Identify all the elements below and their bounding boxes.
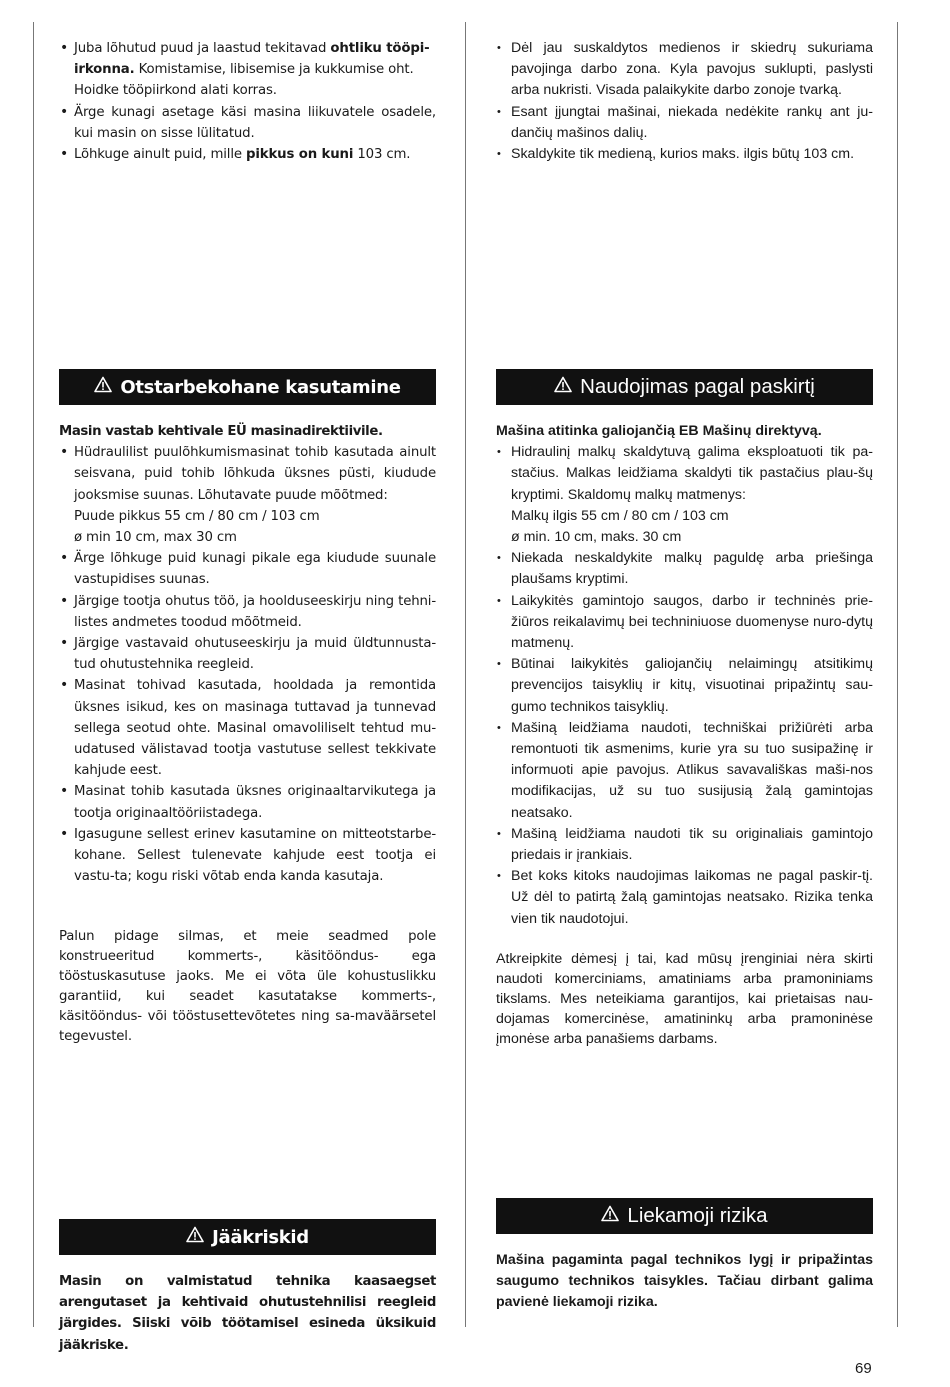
list-item: • Hidraulinį malkų skaldytuvą galima eksploatuoti tik pa-stačius. Malkas leidžiama skaldyti tik pastačius plau-šų kryptimi. Skaldomų malkų matmenys: Malkų ilgis 55 cm / 80 cm / 103 cm ø min. 10 cm, maks. 30 cm — [496, 442, 873, 548]
center-divider-line — [465, 22, 466, 1327]
list-item: • Järgige tootja ohutus töö, ja hoolduseeskirju ning tehni-listes andmetes toodud mõõtmeid. — [59, 591, 436, 633]
residual-risk-body-lt: Mašina pagaminta pagal technikos lygį ir pripažintas saugumo technikos taisykles. Tačiau dirbant galima pavienė liekamoji rizika. — [496, 1252, 873, 1311]
list-item: • Hüdraulilist puulõhkumismasinat tohib kasutada ainult seisvana, puid tohib lõhkuda üksnes püsti, kiudude jooksmise suunas. Lõhutavate puude mõõtmed: Puude pikkus 55 cm / 80 cm / 103 cm ø min 10 cm, max 30 cm — [59, 442, 436, 548]
section-header-intended-use-et — [59, 369, 436, 405]
list-item: • Lõhkuge ainult puid, mille pikkus on kuni 103 cm. — [59, 144, 436, 165]
list-item: • Igasugune sellest erinev kasutamine on mitteotstarbe-kohane. Sellest tulenevate kahjude eest tootja ei vastu-ta; kogu riski võtab enda kanda kasutaja. — [59, 824, 436, 888]
left-top-list — [59, 38, 436, 165]
section-title: Naudojimas pagal paskirtį — [580, 375, 815, 398]
list-item: • Niekada neskaldykite malkų paguldę arba priešinga plaušams kryptimi. — [496, 548, 873, 590]
section-header-intended-use-lt — [496, 369, 873, 405]
list-item: • Laikykitės gamintojo saugos, darbo ir techninės prie-žiūros reikalavimų bei techniniuose duomenyse nuro-dytų matmenų. — [496, 591, 873, 655]
directive-statement: Mašina atitinka galiojančią EB Mašinų direktyvą. — [496, 423, 822, 439]
section-title: Jääkriskid — [212, 1226, 309, 1248]
list-item: • Mašiną leidžiama naudoti tik su originaliais gamintojo priedais ir įrankiais. — [496, 824, 873, 866]
right-top-list — [496, 38, 873, 165]
list-item: • Skaldykite tik medieną, kurios maks. ilgis būtų 103 cm. — [496, 144, 873, 165]
list-item: • Masinat tohivad kasutada, hooldada ja remontida üksnes isikud, kes on masinaga tuttavad ja tunnevad sellega seotud ohte. Masinal omavoliliselt tehtud mu-udatused välistavad tootja vastutuse sellest tekkivate kahjude eest. — [59, 675, 436, 781]
right-margin-line — [897, 22, 898, 1327]
list-item: • Masinat tohib kasutada üksnes originaaltarvikutega ja tootja originaaltööriistadega. — [59, 781, 436, 823]
commercial-use-note-et: Palun pidage silmas, et meie seadmed pole konstrueeritud kommerts-, käsitööndus- ega tööstuskasutuse jaoks. Me ei võta üle kohustuslikku garantiid, kui seadet kasutatakse kommerts-, käsitööndus- või tööstusettevõtetes ning sa-maväärsetel tegevustel. — [59, 929, 436, 1044]
section-title: Liekamoji rizika — [627, 1204, 768, 1227]
residual-risk-body-et: Masin on valmistatud tehnika kaasaegset arengutaset ja kehtivaid ohutustehnilisi reegleid järgides. Siiski võib töötamisel esineda üksikuid jääkriske. — [59, 1274, 436, 1353]
list-item: • Järgige vastavaid ohutuseeskirju ja muid üldtunnusta-tud ohutustehnika reegleid. — [59, 633, 436, 675]
intended-use-body-et — [59, 421, 436, 887]
commercial-use-note-lt: Atkreipkite dėmesį į tai, kad mūsų įrenginiai nėra skirti naudoti komerciniams, amatiniams arba pramoniniams tikslams. Mes neteikiama garantijos, kai prietaisas nau-dojamas komercinėse, amatininkų arba pramoninėse įmonėse arba panašiems darbams. — [496, 951, 873, 1047]
list-item: • Būtinai laikykitės galiojančių nelaimingų atsitikimų prevencijos taisyklių ir kitų, visuotinai pripažintų sau-gumo technikos taisyklių. — [496, 654, 873, 718]
page-number: 69 — [855, 1360, 872, 1377]
list-item: • Bet koks kitoks naudojimas laikomas ne pagal paskir-tį. Už dėl to patirtą žalą gamintojas neatsako. Rizika tenka vien tik naudotojui. — [496, 866, 873, 930]
directive-statement: Masin vastab kehtivale EÜ masinadirektiivile. — [59, 424, 383, 439]
list-item: • Ärge kunagi asetage käsi masina liikuvatele osadele, kui masin on sisse lülitatud. — [59, 102, 436, 144]
list-item: • Juba lõhutud puud ja laastud tekitavad ohtliku tööpi- irkonna. Komistamise, libisemise ja kukkumise oht. Hoidke tööpiirkond alati korras. — [59, 38, 436, 102]
section-header-residual-risk-lt — [496, 1198, 873, 1234]
section-title: Otstarbekohane kasutamine — [120, 376, 401, 398]
list-item: • Dėl jau suskaldytos medienos ir skiedrų sukuriama pavojinga darbo zona. Kyla pavojus suklupti, paslysti arba nukristi. Visada palaikykite darbo zonoje tvarką. — [496, 38, 873, 102]
list-item: • Ärge lõhkuge puid kunagi pikale ega kiudude suunale vastupidises suunas. — [59, 548, 436, 590]
warning-triangle-icon — [554, 375, 572, 399]
warning-triangle-icon — [601, 1204, 619, 1228]
section-header-residual-risk-et — [59, 1219, 436, 1255]
warning-triangle-icon — [186, 1226, 204, 1248]
warning-triangle-icon — [94, 376, 112, 398]
list-item: • Mašiną leidžiama naudoti, techniškai prižiūrėti arba remontuoti tik asmenims, kurie yra su tuo susipažinę ir informuoti apie pavojus. Atlikus savavališkas maši-nos modifikacijas, už su tuo susijusią žalą gamintojas neatsako. — [496, 718, 873, 824]
left-margin-line — [33, 22, 34, 1327]
intended-use-body-lt — [496, 421, 873, 930]
list-item: • Esant įjungtai mašinai, niekada nedėkite rankų ant ju-dančių mašinos dalių. — [496, 102, 873, 144]
